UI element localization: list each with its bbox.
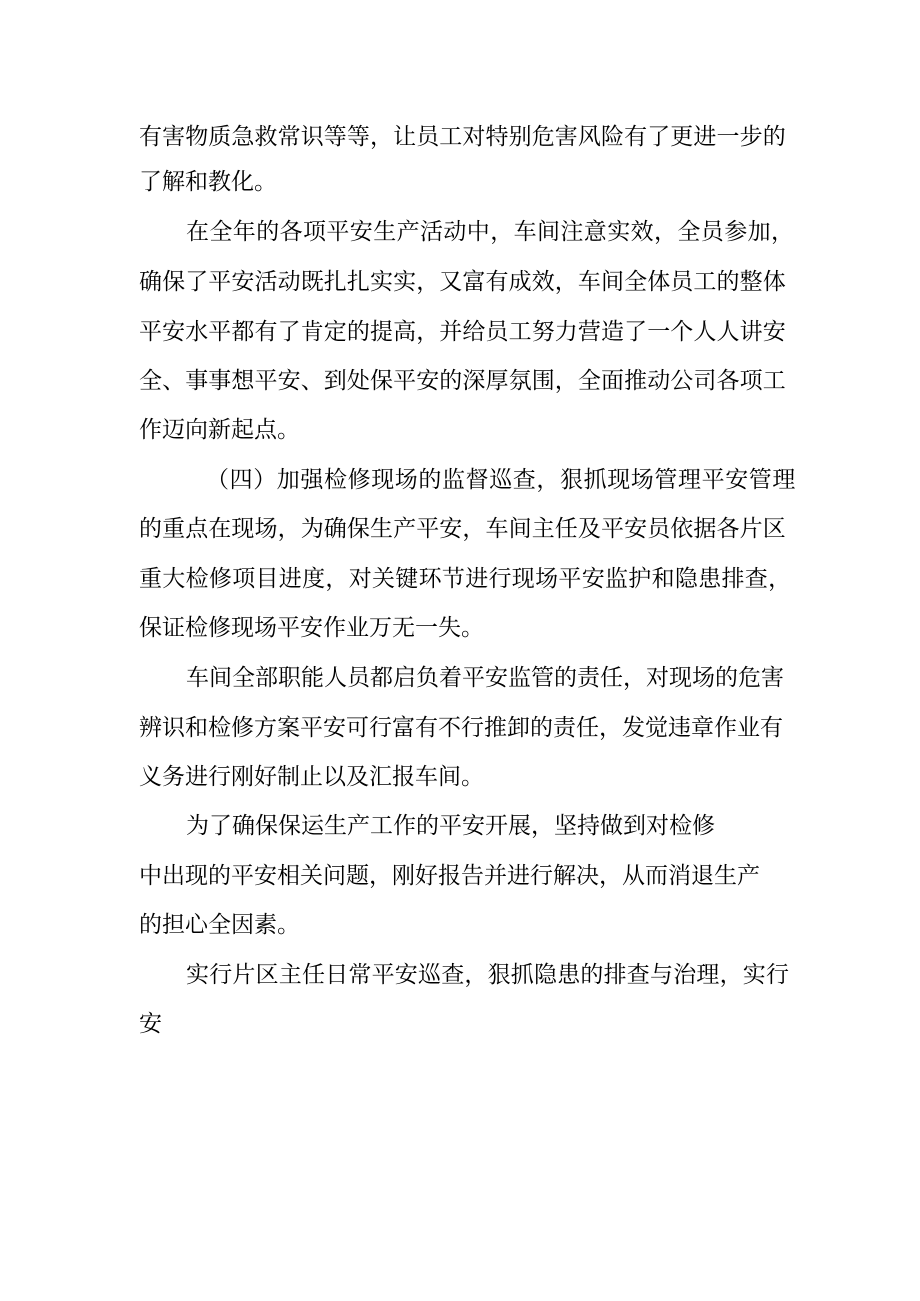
text-line: 的担心全因素。 [139, 912, 300, 938]
text-line: 确保了平安活动既扎扎实实，又富有成效，车间全体员工的整体 [139, 269, 786, 295]
text-line: 的重点在现场，为确保生产平安，车间主任及平安员依据各片区 [139, 516, 786, 542]
text-line: 全、事事想平安、到处保平安的深厚氛围，全面推动公司各项工 [139, 368, 786, 394]
text-line: 保证检修现场平安作业万无一失。 [139, 615, 484, 641]
text-line: 作迈向新起点。 [139, 417, 300, 443]
text-line: 义务进行刚好制止以及汇报车间。 [139, 764, 484, 790]
text-line: 有害物质急救常识等等，让员工对特别危害风险有了更进一步的 [139, 124, 786, 150]
text-line: 安 [139, 1011, 162, 1037]
text-line: 重大检修项目进度，对关键环节进行现场平安监护和隐患排查， [139, 566, 792, 592]
section-heading-line: （四）加强检修现场的监督巡查，狠抓现场管理平安管理 [206, 467, 796, 493]
text-line: 在全年的各项平安生产活动中，车间注意实效，全员参加， [186, 219, 795, 245]
text-line: 中出现的平安相关问题，刚好报告并进行解决，从而消退生产 [139, 863, 760, 889]
text-line: 了解和教化。 [139, 169, 277, 195]
text-line: 平安水平都有了肯定的提高，并给员工努力营造了一个人人讲安 [139, 319, 786, 345]
text-line: 车间全部职能人员都启负着平安监管的责任，对现场的危害 [186, 665, 784, 691]
text-line: 实行片区主任日常平安巡查，狠抓隐患的排查与治理，实行 [186, 962, 790, 988]
text-line: 为了确保保运生产工作的平安开展，坚持做到对检修 [186, 813, 715, 839]
text-line: 辨识和检修方案平安可行富有不行推卸的责任，发觉违章作业有 [139, 715, 783, 741]
